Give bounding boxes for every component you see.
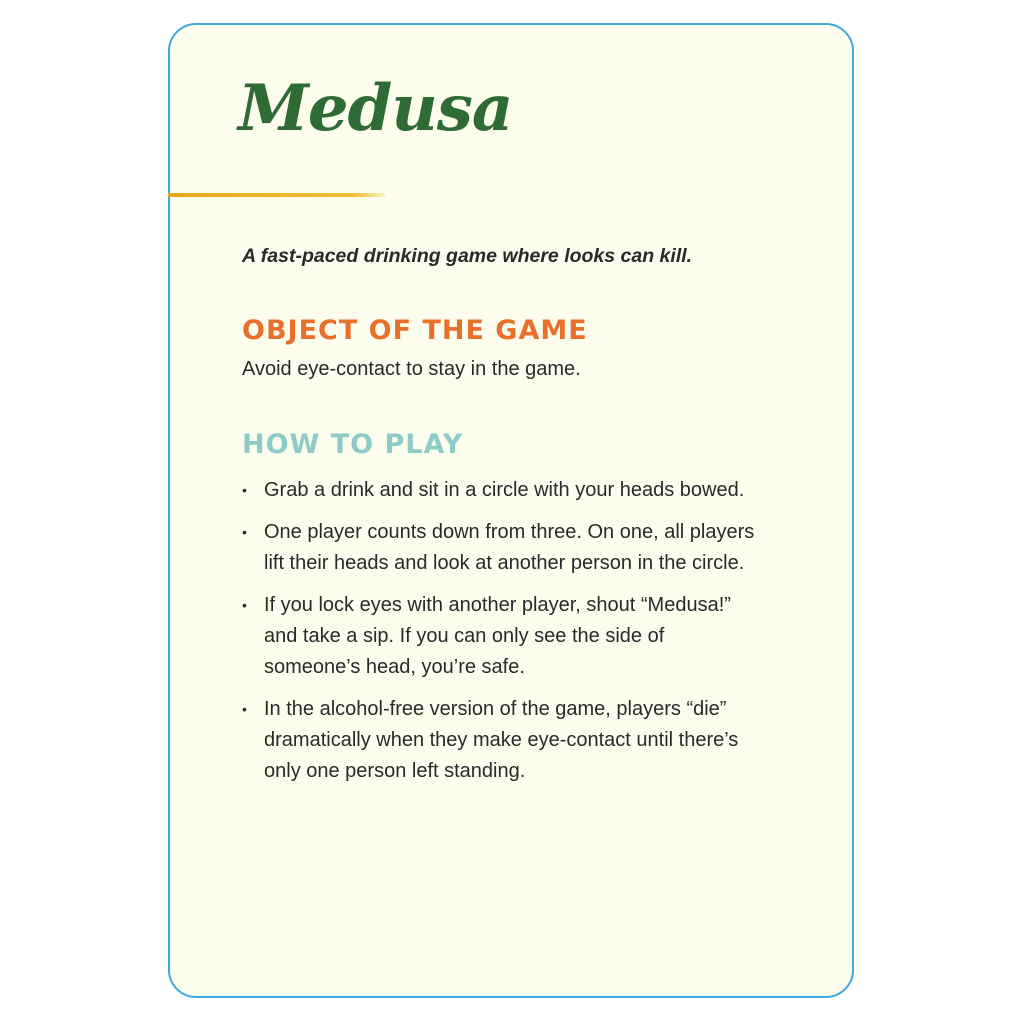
list-item: [242, 475, 762, 506]
object-text: Avoid eye-contact to stay in the game.: [242, 358, 581, 380]
list-item: [242, 517, 762, 579]
how-to-play-heading: HOW TO PLAY: [242, 429, 464, 460]
bullet-icon: •: [242, 597, 247, 613]
step-text: In the alcohol-free version of the game, players “die” dramatically when they make eye-contact until there’s only one person left standing.: [264, 698, 739, 782]
bullet-icon: •: [242, 482, 247, 498]
card-tagline: A fast-paced drinking game where looks can kill.: [242, 245, 693, 267]
bullet-icon: •: [242, 701, 247, 717]
list-item: [242, 590, 762, 683]
game-card: [168, 23, 854, 998]
step-text: One player counts down from three. On one, all players lift their heads and look at another person in the circle.: [264, 521, 755, 574]
how-to-play-list: [242, 475, 762, 798]
bullet-icon: •: [242, 524, 247, 540]
object-heading: OBJECT OF THE GAME: [242, 315, 588, 346]
step-text: If you lock eyes with another player, shout “Medusa!” and take a sip. If you can only see the side of someone’s head, you’re safe.: [264, 594, 731, 678]
step-text: Grab a drink and sit in a circle with your heads bowed.: [264, 479, 745, 501]
title-underline-rule: [168, 193, 386, 197]
card-title: Medusa: [238, 71, 513, 146]
list-item: [242, 694, 762, 787]
